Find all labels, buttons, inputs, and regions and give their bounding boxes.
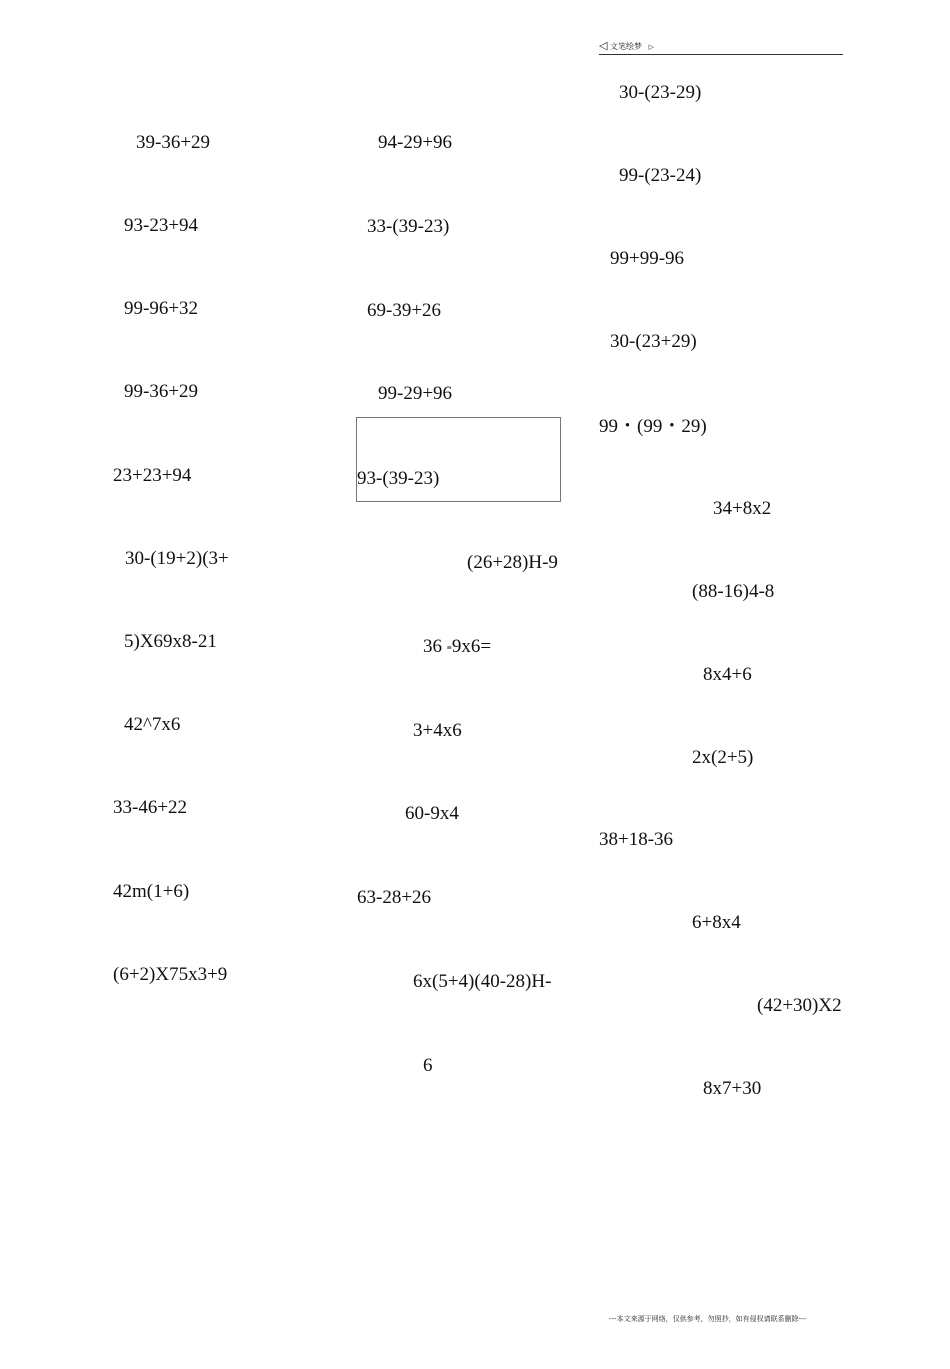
exercise-middle-1: 94-29+96	[378, 132, 453, 153]
exercise-middle-2: 33-(39-23)	[367, 216, 450, 237]
exercise-right-13: 8x7+30	[703, 1078, 762, 1099]
exercise-left-1: 39-36+29	[136, 132, 211, 153]
exercise-middle-6: (26+28)H-9	[467, 552, 558, 573]
exercise-middle-5: 93-(39-23)	[357, 468, 440, 489]
exercise-right-4: 30-(23+29)	[610, 331, 697, 352]
exercise-right-6: 34+8x2	[713, 498, 772, 519]
header-title: 文笔绘梦	[610, 42, 643, 51]
exercise-left-8: 42^7x6	[124, 714, 181, 735]
right-triangle-icon: ▷	[648, 43, 654, 51]
exercise-middle-11: 6x(5+4)(40-28)H-	[413, 971, 552, 992]
exercise-middle-7-part1: 36	[423, 636, 447, 657]
exercise-right-2: 99-(23-24)	[619, 165, 702, 186]
page-footer: ---本文来源于网络，仅供参考，勿照抄，如有侵权请联系删除---	[609, 1315, 807, 1323]
exercise-right-1: 30-(23-29)	[619, 82, 702, 103]
exercise-right-8: 8x4+6	[703, 664, 752, 685]
exercise-right-10: 38+18-36	[599, 829, 674, 850]
exercise-left-11: (6+2)X75x3+9	[113, 964, 228, 985]
exercise-middle-12: 6	[423, 1055, 433, 1076]
exercise-middle-8: 3+4x6	[413, 720, 462, 741]
exercise-left-3: 99-96+32	[124, 298, 199, 319]
exercise-right-12: (42+30)X2	[757, 995, 842, 1016]
exercise-middle-7	[423, 636, 491, 659]
exercise-right-5: 99・(99・29)	[599, 416, 707, 437]
left-triangle-icon: ◁	[599, 39, 608, 52]
exercise-left-4: 99-36+29	[124, 381, 199, 402]
exercise-left-2: 93-23+94	[124, 215, 199, 236]
exercise-right-9: 2x(2+5)	[692, 747, 754, 768]
exercise-middle-4: 99-29+96	[378, 383, 453, 404]
exercise-left-9: 33-46+22	[113, 797, 188, 818]
exercise-right-11: 6+8x4	[692, 912, 741, 933]
exercise-middle-9: 60-9x4	[405, 803, 459, 824]
exercise-right-3: 99+99-96	[610, 248, 685, 269]
exercise-left-7: 5)X69x8-21	[124, 631, 217, 652]
exercise-middle-3: 69-39+26	[367, 300, 442, 321]
exercise-left-6: 30-(19+2)(3+	[125, 548, 229, 569]
exercise-left-10: 42m(1+6)	[113, 881, 190, 902]
exercise-left-5: 23+23+94	[113, 465, 192, 486]
exercise-middle-10: 63-28+26	[357, 887, 432, 908]
page-header	[599, 40, 843, 55]
exercise-middle-7-part2: 9x6=	[451, 636, 492, 657]
exercise-right-7: (88-16)4-8	[692, 581, 775, 602]
exercise-middle-7-mark: ≡	[446, 642, 452, 653]
